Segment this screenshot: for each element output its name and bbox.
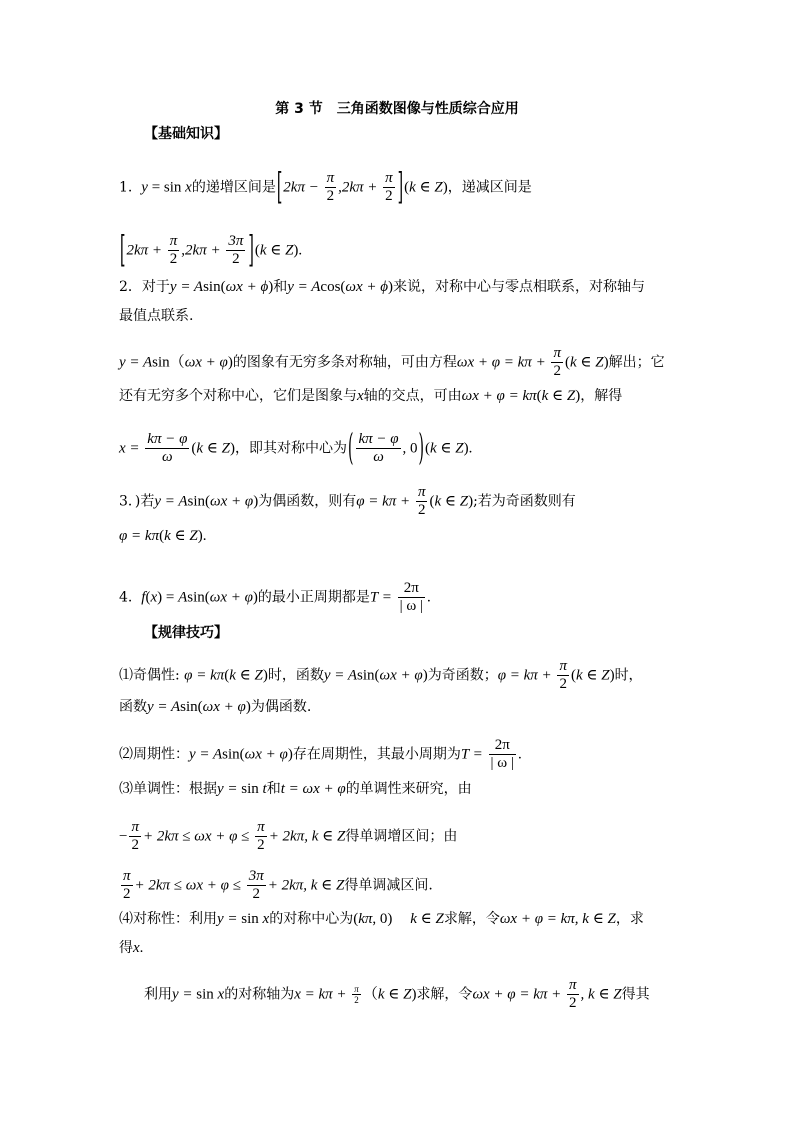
- item-2-line-2: 最值点联系.: [119, 308, 194, 324]
- item-2-line-3: y = Asin（ωx + φ)的图象有无穷多条对称轴，可由方程ωx + φ = kπ + $\frac{\pi}{2}$ (k ∈ Z)解出；它: [119, 345, 665, 379]
- text-fragment: 的单调性来研究，由: [345, 781, 472, 797]
- item-number: 4.: [119, 589, 133, 606]
- text-fragment: 得: [119, 940, 133, 956]
- text-fragment: ，解得: [580, 388, 623, 404]
- item-2-line-4: 还有无穷多个对称中心，它们是图象与x轴的交点，可由ωx + φ = kπ(k ∈ Z)，解得: [119, 388, 623, 404]
- text-fragment: 轴的交点，可由: [363, 388, 462, 404]
- text-fragment: 的对称轴为: [224, 986, 295, 1003]
- item-2-line-5: x = $\frac{k\pi - \varphi}{\omega}$ (k ∈ Z)，即其对称中心为( $\frac{k\pi - \varphi}{\omega}$ , 0)(k ∈ Z).: [119, 427, 473, 470]
- text-fragment: ⑴奇偶性:: [119, 667, 180, 684]
- section-heading-tips: 【规律技巧】: [144, 625, 228, 641]
- text-fragment: 和: [273, 279, 288, 295]
- text-fragment: ，递减区间是: [447, 179, 532, 196]
- text-fragment: 利用: [144, 986, 172, 1003]
- text-fragment: 的图象有无穷多条对称轴，可由方程: [232, 354, 457, 371]
- text-fragment: ;若为奇函数则有: [473, 493, 576, 510]
- tip-2-line: ⑵周期性：y = Asin(ωx + φ)存在周期性，其最小周期为T = $\frac{2\pi}{| \omega |}$ .: [119, 737, 522, 771]
- text-fragment: ⑵周期性：: [119, 746, 189, 763]
- text-fragment: 得单调减区间.: [344, 877, 433, 894]
- item-3-line-1: 3．)若y = Asin(ωx + φ)为偶函数，则有φ = kπ + $\frac{\pi}{2}$ (k ∈ Z);若为奇函数则有: [119, 484, 576, 518]
- text-fragment: 求解，令: [416, 986, 473, 1003]
- item-number: 1.: [119, 179, 133, 196]
- item-4-line-1: 4. f(x) = Asin(ωx + φ)的最小正周期都是T = $\frac{2\pi}{| \omega |}$ .: [119, 580, 431, 614]
- text-fragment: 时，函数: [267, 667, 324, 684]
- tip-5-line: 利用y = sin x的对称轴为x = kπ + $\frac{\pi}{2}$ （k ∈ Z)求解，令ωx + φ = kπ + $\frac{\pi}{2}$ , k ∈ Z得其: [144, 977, 650, 1011]
- item-number: 2．对于: [119, 279, 170, 295]
- tip-1-line-1: ⑴奇偶性: φ = kπ(k ∈ Z)时，函数y = Asin(ωx + φ)为奇函数；φ = kπ + $\frac{\pi}{2}$ (k ∈ Z)时，: [119, 658, 643, 692]
- text-fragment: 为偶函数，则有: [258, 493, 357, 510]
- tip-1-line-2: 函数y = Asin(ωx + φ)为偶函数.: [119, 699, 312, 715]
- text-fragment: 函数: [119, 699, 147, 715]
- text-fragment: ，即其对称中心为: [234, 440, 347, 457]
- text-fragment: ⑷对称性：利用: [119, 911, 217, 927]
- tip-4-line-2: 得x.: [119, 940, 144, 956]
- text-fragment: 和: [266, 781, 281, 797]
- text-fragment: ，求: [615, 911, 644, 927]
- text-fragment: 来说，对称中心与零点相联系，对称轴与: [393, 279, 646, 295]
- text-fragment: 时，: [614, 667, 643, 684]
- text-fragment: 还有无穷多个对称中心，它们是图象与: [119, 388, 357, 404]
- text-fragment: 的递增区间是: [191, 179, 276, 196]
- text-fragment: 得单调增区间；由: [345, 828, 458, 845]
- text-fragment: 求解，令: [443, 911, 500, 927]
- tip-3-line-2: − $\frac{\pi}{2}$ + 2kπ ≤ ωx + φ ≤ $\frac{\pi}{2}$ + 2kπ, k ∈ Z得单调增区间；由: [119, 819, 458, 853]
- text-fragment: 的对称中心为: [269, 911, 354, 927]
- text-fragment: 的最小正周期都是: [257, 589, 370, 606]
- text-fragment: 为偶函数.: [250, 699, 312, 715]
- item-2-line-1: 2．对于y = Asin(ωx + ϕ)和y = Acos(ωx + ϕ)来说，对称中心与零点相联系，对称轴与: [119, 279, 646, 295]
- text-fragment: 存在周期性，其最小周期为: [292, 746, 461, 763]
- text-fragment: ⑶单调性：根据: [119, 781, 217, 797]
- tip-3-line-1: ⑶单调性：根据y = sin t和t = ωx + φ的单调性来研究，由: [119, 781, 472, 797]
- item-1-line-1: 1. y = sin x的递增区间是[2kπ − $\frac{\pi}{2}$ ,2kπ + $\frac{\pi}{2}$ ](k ∈ Z)，递减区间是: [119, 166, 532, 209]
- item-1-line-2: [2kπ + $\frac{\pi}{2}$ ,2kπ + $\frac{3\pi}{2}$ ](k ∈ Z).: [120, 229, 303, 272]
- item-3-line-2: φ = kπ(k ∈ Z).: [119, 528, 207, 544]
- page-title: 第 3 节 三角函数图像与性质综合应用: [275, 101, 519, 117]
- tip-3-line-3: $\frac{\pi}{2}$ + 2kπ ≤ ωx + φ ≤ $\frac{3\pi}{2}$ + 2kπ, k ∈ Z得单调减区间.: [123, 868, 433, 902]
- text-fragment: 解出；它: [608, 354, 665, 371]
- text-fragment: 得其: [621, 986, 650, 1003]
- section-heading-basic: 【基础知识】: [144, 126, 228, 142]
- item-number: 3．)若: [119, 493, 155, 510]
- text-fragment: 为奇函数；: [427, 667, 498, 684]
- tip-4-line-1: ⑷对称性：利用y = sin x的对称中心为(kπ, 0) k ∈ Z求解，令ωx + φ = kπ, k ∈ Z，求: [119, 911, 644, 927]
